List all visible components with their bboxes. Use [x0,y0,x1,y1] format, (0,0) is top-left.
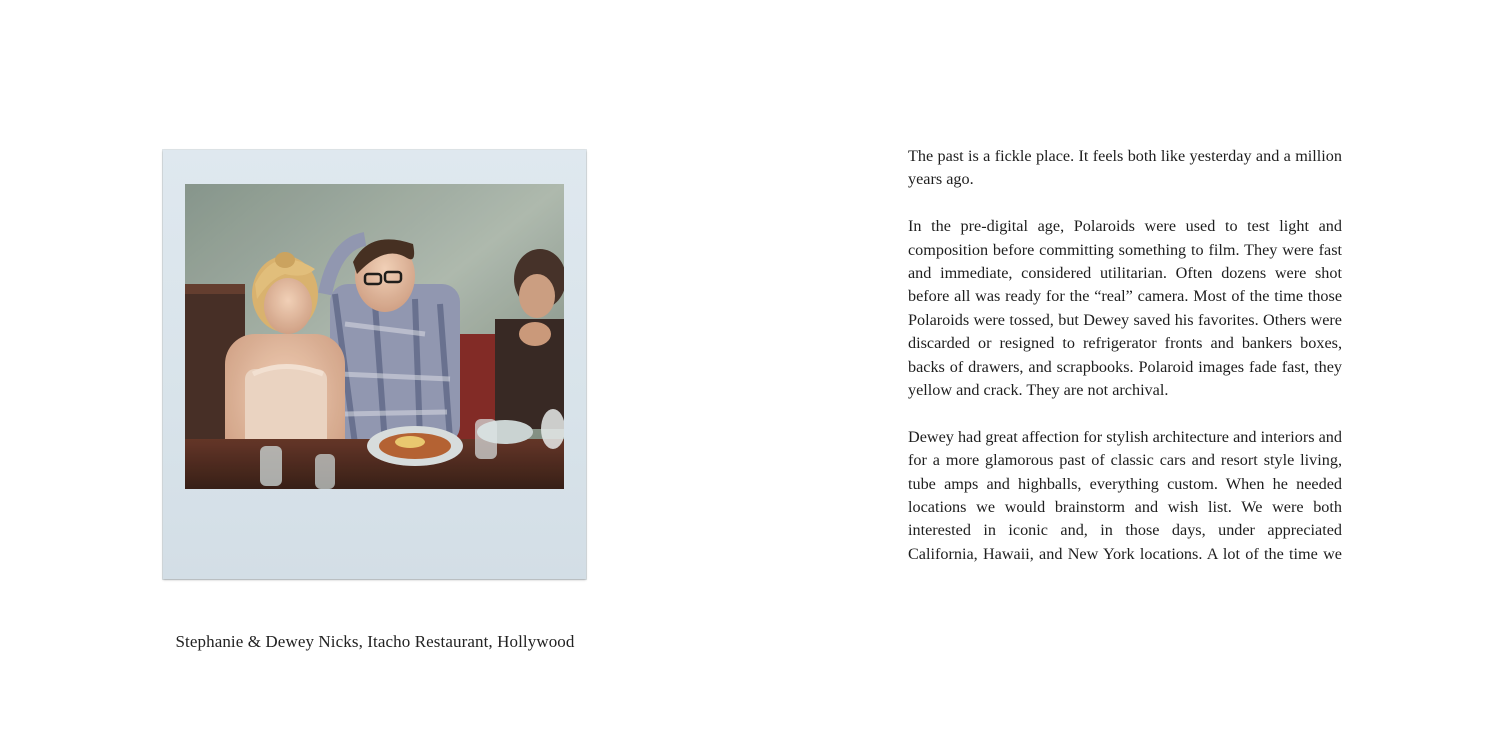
photo-icon [185,184,564,489]
polaroid-photo [185,184,564,489]
paragraph-3: Dewey had great affection for stylish architecture and interiors and for a more glamorous past of classic cars and resort style living, tube amps and highballs, everything custom. When he needed locations we would brainstorm and wish list. We were both interested in iconic and, in those days, under appreciated California, Hawaii, and New York locations. A lot of the time we [908,427,1342,563]
photo-caption: Stephanie & Dewey Nicks, Itacho Restaurant, Hollywood [175,632,575,651]
paragraph-1: The past is a fickle place. It feels both like yesterday and a million years ago. [908,147,1342,189]
paragraph-2: In the pre-digital age, Polaroids were used to test light and composition before committing something to film. They were fast and immediate, considered utilitarian. Often dozens were shot before all was ready for the “real” camera. Most of the time those Polaroids were tossed, but Dewey saved his favorites. Others were discarded or resigned to refrigerator fronts and bankers boxes, backs of drawers, and scrapbooks. Polaroid images fade fast, they yellow and crack. They are not archival. [908,217,1342,400]
body-text [908,145,1342,590]
polaroid-print [163,150,586,579]
